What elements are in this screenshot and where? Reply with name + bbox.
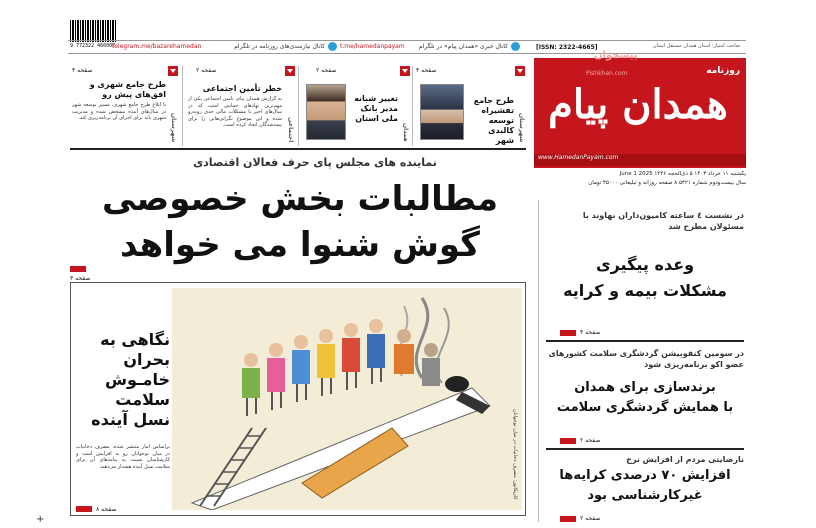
lead-kicker: نماینده های مجلس پای حرف فعالان اقتصادی xyxy=(193,156,437,169)
teaser-arrow-icon xyxy=(285,66,295,76)
teaser-arrow-icon xyxy=(400,66,410,76)
column-divider xyxy=(298,66,299,146)
story-page-tag: صفحه ۴ xyxy=(580,329,601,336)
feature-title-line: بحران xyxy=(123,350,170,369)
telegram-ads-link[interactable]: telegram.me/bazarehamedan xyxy=(112,43,202,50)
lead-headline[interactable] xyxy=(100,176,500,268)
story-separator xyxy=(546,448,744,450)
issue-date-line: یکشنبه ۱۱ خرداد ۱۴۰۳ ۵ ذی‌الحجه ۱۴۴۶ 2025 June 1 xyxy=(619,171,746,177)
right-column-divider xyxy=(538,200,539,522)
story-page-tag-marker xyxy=(560,330,576,336)
teaser-title[interactable]: طرح جامع تفشیراه توسعه کالبدی شهر xyxy=(473,96,514,145)
teaser-arrow-icon xyxy=(168,66,178,76)
story-title[interactable] xyxy=(546,466,744,506)
cartoon-caption: کاریکاتور: مصرف دخانیات در میان نوجوانان xyxy=(512,409,518,500)
teaser-page-tag: صفحه ۴ xyxy=(72,67,93,74)
story-kicker: در نشست ٤ ساعته کامیون‌داران نهاوند با مسئولان مطرح شد xyxy=(582,211,744,231)
story-title-line2: غیرکارشناسی بود xyxy=(587,488,703,503)
teaser-section-label: همدان xyxy=(402,123,409,142)
story-page-tag: صفحه ۲ xyxy=(580,515,601,522)
teaser-photo xyxy=(306,84,346,140)
teaser-section-label: شهرستان xyxy=(170,112,177,142)
watermark-en: Pishkhan.com xyxy=(586,70,628,77)
column-divider xyxy=(412,66,413,146)
story-kicker: در سومین کنفوبیشن گردشگری سلامت کشورهای عضو اکو برنامه‌ریزی شود xyxy=(548,349,744,369)
teaser-page-tag: صفحه ۲ xyxy=(316,67,337,74)
teaser-title[interactable]: خطر تأمین اجتماعی xyxy=(202,84,282,93)
issue-info xyxy=(534,170,746,188)
teaser-page-tag: صفحه ۴ xyxy=(416,67,437,74)
teaser-body: با ابلاغ طرح جامع شهری، مسیر توسعه شهر در سال‌های آینده مشخص شده و مدیریت شهری باید برای اجرای آن برنامه‌ریزی کند. xyxy=(72,102,166,121)
watermark-fa: پیشخوان xyxy=(594,50,638,61)
story-page-tag: صفحه ۲ xyxy=(580,437,601,444)
cartoon-svg xyxy=(172,288,522,510)
column-divider xyxy=(182,66,183,146)
lead-page-tag: صفحه ۳ xyxy=(70,275,91,282)
teaser-section-label: شهرستان xyxy=(518,112,525,142)
lead-headline-line2: گوش شنوا می خواهد xyxy=(120,225,480,265)
feature-body: براساس آمار منتشر شده، مصرف دخانیات در میان نوجوانان رو به افزایش است و کارشناسان نسبت به پیامدهای آن برای سلامت نسل آینده هشدار می‌دهند. xyxy=(76,444,170,470)
website-url[interactable]: www.HamedanPayam.com xyxy=(534,154,746,166)
story-title-line1: وعده پیگیری xyxy=(595,255,695,274)
feature-page-tag: صفحه ۸ xyxy=(96,506,117,513)
story-kicker: نارضایتی مردم از افزایش نرخ xyxy=(626,455,744,464)
issue-number-line: سال بیست‌ودوم شماره ۵۴۲۱ ۸ صفحه روزانه و تبلیغاتی ۳۵۰۰۰ تومان xyxy=(588,180,746,186)
masthead xyxy=(534,50,746,168)
story-page-tag-marker xyxy=(560,516,576,522)
issn: [ISSN: 2322-4665] xyxy=(536,44,598,51)
teaser-body: به گزارش همدان پیام، تأمین اجتماعی یکی از مهم‌ترین نهادهای حمایتی است که در سال‌های اخیر با مشکلات مالی جدی روبه‌رو شده و این موضوع نگرانی‌هایی را برای بیمه‌شدگان ایجاد کرده است. xyxy=(188,96,282,128)
story-title-line1: افزایش ۷۰ درصدی کرایه‌ها xyxy=(559,468,731,483)
telegram-icon xyxy=(511,42,520,51)
newspaper-logo: همدان پیام xyxy=(548,81,728,128)
teaser-bottom-rule xyxy=(70,148,526,150)
story-title-line2: مشکلات بیمه و کرایه xyxy=(563,281,727,300)
feature-page-tag-marker xyxy=(76,506,92,512)
cartoon-illustration xyxy=(172,288,522,510)
teaser-section-label: اجتماعی xyxy=(287,116,294,142)
barcode xyxy=(70,20,116,42)
lead-headline-line1: مطالبات بخش خصوصی xyxy=(101,179,499,219)
telegram-news-label: کانال خبری «همدان پیام» در تلگرام xyxy=(418,43,508,50)
story-title-line2: با همایش گردشگری سلامت xyxy=(556,400,734,415)
teaser-page-tag: صفحه ۲ xyxy=(196,67,217,74)
story-title-line1: برندسازی برای همدان xyxy=(574,380,716,395)
lead-page-tag-marker xyxy=(70,266,86,272)
telegram-news-link[interactable]: t.me/hamedanpayam xyxy=(340,43,405,50)
crop-mark-icon: + xyxy=(36,514,45,525)
cigarette-body xyxy=(192,388,490,510)
story-page-tag-marker xyxy=(560,438,576,444)
logo-prefix: روزنامه xyxy=(706,66,740,76)
telegram-ads-label: کانال نیازمندی‌های روزنامه در تلگرام xyxy=(234,43,325,50)
story-separator xyxy=(546,340,744,342)
feature-title-line: خامـوش xyxy=(104,370,170,389)
teaser-title[interactable]: تغییر شبانه مدیر بانک ملی استان xyxy=(354,94,398,123)
teaser-photo xyxy=(420,84,464,140)
feature-title-line: سلامت xyxy=(115,390,170,409)
feature-title-line: نگاهی به xyxy=(100,330,170,349)
teaser-title[interactable]: طرح جامع شهری و افق‌های پیش رو xyxy=(89,80,166,99)
teaser-arrow-icon xyxy=(515,66,525,76)
telegram-icon xyxy=(328,42,337,51)
barcode-number: 9 772322 466007 xyxy=(70,43,116,49)
story-title[interactable] xyxy=(546,378,744,418)
feature-title-line: نسل آینده xyxy=(91,410,170,429)
tagline: صاحب امتیاز: استان همدان مستقل استان xyxy=(652,43,740,49)
story-title[interactable] xyxy=(546,252,744,304)
feature-title[interactable] xyxy=(76,330,170,430)
